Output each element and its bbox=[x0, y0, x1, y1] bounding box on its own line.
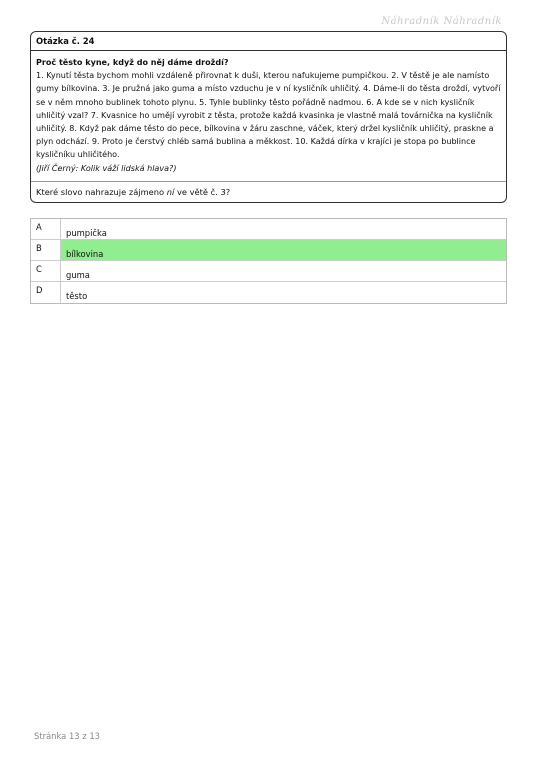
prompt-before: Které slovo nahrazuje zájmeno bbox=[36, 186, 167, 197]
question-box bbox=[30, 31, 507, 203]
option-d[interactable] bbox=[31, 282, 506, 303]
page-number: Stránka 13 z 13 bbox=[34, 731, 101, 741]
question-text-block bbox=[31, 51, 506, 182]
prompt-after: ve větě č. 3? bbox=[174, 186, 231, 197]
answer-options bbox=[30, 218, 507, 304]
option-letter: C bbox=[31, 261, 61, 281]
question-number: Otázka č. 24 bbox=[31, 32, 506, 51]
option-text: těsto bbox=[66, 291, 88, 301]
text-title: Proč těsto kyne, když do něj dáme droždí? bbox=[36, 58, 229, 67]
text-body: 1. Kynutí těsta bychom mohli vzdáleně přirovnat k duši, kterou nafukujeme pumpičkou. 2. V těstě je ale namísto gumy bílkovina. 3. Je pružná jako guma a místo vzduchu je v ní kysličník uhličitý. 4. Dáme-li do těsta droždí, vytvoří se v něm mnoho bublinek tohoto plynu. 5. Tyhle bublinky těsto pořádně nadmou. 6. A kde se v nich kysličník uhličitý vzal? 7. Kvasnice ho umějí vyrobit z těsta, protože každá kvasinka je vlastně malá továrnička na kysličník uhličitý. 8. Když pak dáme těsto do pece, bílkovina v žáru zaschne, váček, který držel kysličník uhličitý, praskne a plyn odchází. 9. Proto je čerstvý chléb samá bublina a měkkost. 10. Každá dírka v krajíci je stopa po bublince kysličníku uhličitého. bbox=[36, 71, 501, 160]
text-source: (Jiří Černý: Kolik váží lidská hlava?) bbox=[36, 163, 177, 173]
option-text: pumpička bbox=[66, 228, 107, 238]
option-b[interactable] bbox=[31, 240, 506, 261]
option-a[interactable] bbox=[31, 219, 506, 240]
watermark: Náhradník Náhradník bbox=[381, 16, 502, 27]
option-letter: D bbox=[31, 282, 61, 303]
option-letter: B bbox=[31, 240, 61, 260]
option-c[interactable] bbox=[31, 261, 506, 282]
option-letter: A bbox=[31, 219, 61, 239]
option-text: guma bbox=[66, 270, 90, 280]
question-prompt bbox=[31, 182, 506, 202]
option-text: bílkovina bbox=[61, 240, 506, 260]
prompt-pronoun: ní bbox=[166, 186, 175, 197]
